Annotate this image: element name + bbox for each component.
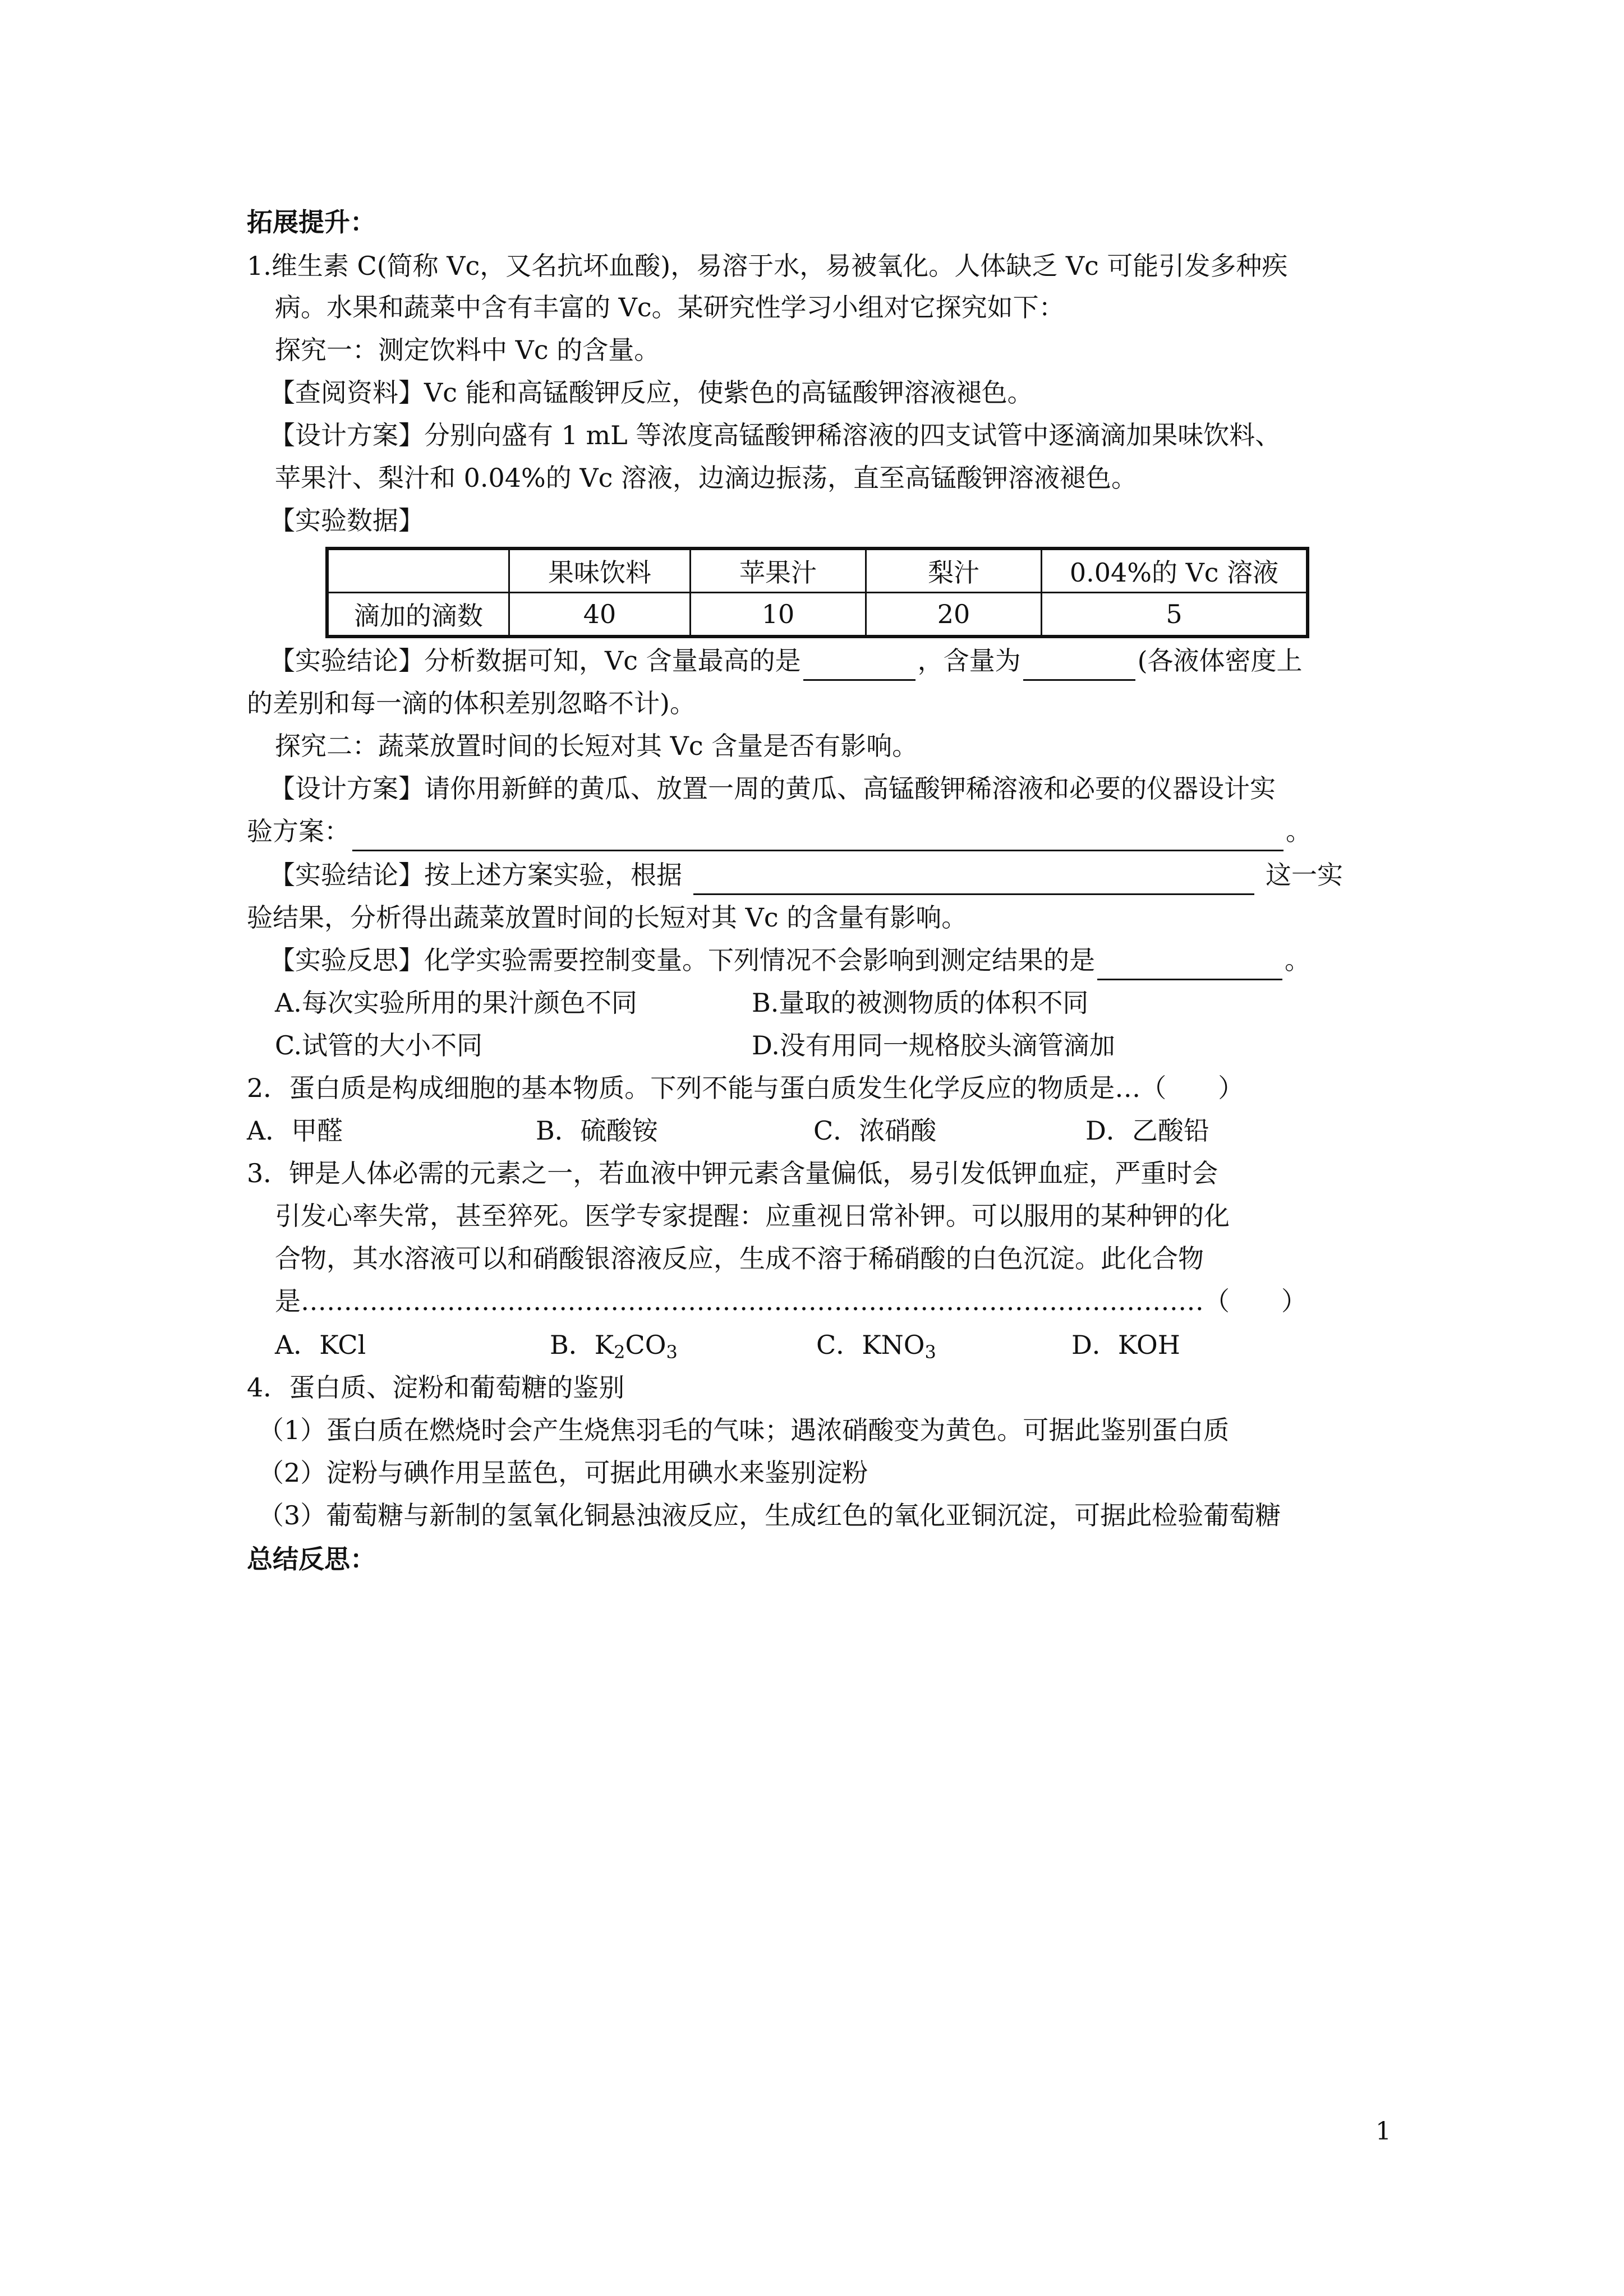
answer-blank-reflection[interactable]: [1097, 949, 1282, 980]
q3-option-b-text: B．K: [550, 1330, 614, 1360]
q1-conclusion2b: 验结果，分析得出蔬菜放置时间的长短对其 Vc 的含量有影响。: [247, 902, 968, 933]
page-number: 1: [1375, 2117, 1391, 2146]
q1-info: 【查阅资料】Vc 能和高锰酸钾反应，使紫色的高锰酸钾溶液褪色。: [269, 377, 1033, 408]
q1-conclusion1b: 的差别和每一滴的体积差别忽略不计)。: [247, 688, 696, 718]
q3-line2: 引发心率失常，甚至猝死。医学专家提醒：应重视日常补钾。可以服用的某种钾的化: [275, 1201, 1230, 1231]
table-row-label: 滴加的滴数: [327, 593, 509, 637]
q1-option-a: A.每次实验所用的果汁颜色不同: [275, 988, 637, 1018]
table-cell: 10: [691, 593, 866, 637]
q1-reflection: [269, 940, 1310, 980]
q4-title: 4．蛋白质、淀粉和葡萄糖的鉴别: [247, 1372, 625, 1403]
q1-explore1: 探究一：测定饮料中 Vc 的含量。: [275, 335, 660, 365]
answer-blank-result[interactable]: [693, 864, 1254, 895]
q2-option-a: A．甲醛: [247, 1115, 343, 1146]
q4-item2: （2）淀粉与碘作用呈蓝色，可据此用碘水来鉴别淀粉: [258, 1458, 868, 1488]
table-header-cell: 梨汁: [866, 548, 1042, 593]
q1-design2a: 【设计方案】请你用新鲜的黄瓜、放置一周的黄瓜、高锰酸钾稀溶液和必要的仪器设计实: [269, 773, 1276, 804]
q3-option-b: [550, 1325, 678, 1372]
q3-option-c: [816, 1325, 936, 1372]
table-header-cell: 苹果汁: [691, 548, 866, 593]
reflection-end: 。: [1285, 945, 1310, 975]
q4-item3: （3）葡萄糖与新制的氢氧化铜悬浊液反应，生成红色的氧化亚铜沉淀，可据此检验葡萄糖: [258, 1500, 1281, 1530]
q3-line3: 合物，其水溶液可以和硝酸银溶液反应，生成不溶于稀硝酸的白色沉淀。此化合物: [275, 1243, 1204, 1274]
q3-option-b-mid: CO: [625, 1330, 666, 1360]
answer-blank-content[interactable]: [1023, 650, 1135, 681]
section-title: 拓展提升：: [247, 207, 376, 237]
conclusion1-text-a: 【实验结论】分析数据可知，Vc 含量最高的是: [269, 646, 801, 676]
table-cell: 20: [866, 593, 1042, 637]
q1-option-b: B.量取的被测物质的体积不同: [752, 988, 1089, 1018]
table-cell: 5: [1042, 593, 1308, 637]
q2-option-c: C．浓硝酸: [813, 1115, 937, 1146]
table-header-cell: 果味饮料: [509, 548, 691, 593]
q3-option-b-sub2: 3: [666, 1341, 678, 1363]
table-row: [327, 593, 1308, 637]
q3-option-c-sub: 3: [924, 1341, 936, 1363]
q3-line1: 3．钾是人体必需的元素之一，若血液中钾元素含量偏低，易引发低钾血症，严重时会: [247, 1158, 1218, 1188]
answer-blank-highest[interactable]: [803, 650, 915, 681]
q1-design1b: 苹果汁、梨汁和 0.04%的 Vc 溶液，边滴边振荡，直至高锰酸钾溶液褪色。: [275, 463, 1137, 493]
q1-design2b: [247, 811, 1312, 851]
q1-line1: 1.维生素 C(简称 Vc，又名抗坏血酸)，易溶于水，易被氧化。人体缺乏 Vc 可能引发多种疾: [247, 251, 1288, 281]
q3-option-b-sub1: 2: [614, 1341, 625, 1363]
conclusion2-text-a: 【实验结论】按上述方案实验，根据: [269, 860, 682, 890]
q3-option-d: D．KOH: [1071, 1330, 1180, 1360]
q1-conclusion2a: [269, 855, 1343, 895]
q1-line2: 病。水果和蔬菜中含有丰富的 Vc。某研究性学习小组对它探究如下：: [275, 292, 1065, 322]
table-header-cell: 0.04%的 Vc 溶液: [1042, 548, 1308, 593]
table-header-row: [327, 548, 1308, 593]
summary-title: 总结反思：: [247, 1544, 376, 1574]
q3-line4: 是……………………………………………………………………………………………（ ）: [275, 1286, 1307, 1316]
q1-explore2: 探究二：蔬菜放置时间的长短对其 Vc 含量是否有影响。: [275, 731, 918, 761]
q1-option-d: D.没有用同一规格胶头滴管滴加: [752, 1030, 1115, 1061]
q3-option-a: A．KCl: [275, 1330, 366, 1360]
q1-design1a: 【设计方案】分别向盛有 1 mL 等浓度高锰酸钾稀溶液的四支试管中逐滴滴加果味饮料、: [269, 420, 1281, 450]
q2-option-d: D．乙酸铅: [1085, 1115, 1209, 1146]
conclusion1-text-c: (各液体密度上: [1137, 646, 1303, 676]
q2-stem: 2．蛋白质是构成细胞的基本物质。下列不能与蛋白质发生化学反应的物质是…（ ）: [247, 1073, 1244, 1103]
conclusion1-text-b: ，含量为: [917, 646, 1021, 676]
q1-data-label: 【实验数据】: [269, 505, 424, 536]
q1-conclusion1a: [269, 640, 1303, 681]
answer-blank-design[interactable]: [352, 820, 1283, 851]
q1-option-c: C.试管的大小不同: [275, 1030, 483, 1061]
table-cell: 40: [509, 593, 691, 637]
data-table: [325, 547, 1309, 638]
conclusion2-text-b: 这一实: [1266, 860, 1343, 890]
q4-item1: （1）蛋白质在燃烧时会产生烧焦羽毛的气味；遇浓硝酸变为黄色。可据此鉴别蛋白质: [258, 1415, 1230, 1445]
design2-text: 验方案：: [247, 816, 350, 846]
design2-end: 。: [1286, 816, 1312, 846]
q3-option-c-text: C．KNO: [816, 1330, 925, 1360]
q2-option-b: B．硫酸铵: [536, 1115, 658, 1146]
reflection-text: 【实验反思】化学实验需要控制变量。下列情况不会影响到测定结果的是: [269, 945, 1095, 975]
table-header-cell: [327, 548, 509, 593]
